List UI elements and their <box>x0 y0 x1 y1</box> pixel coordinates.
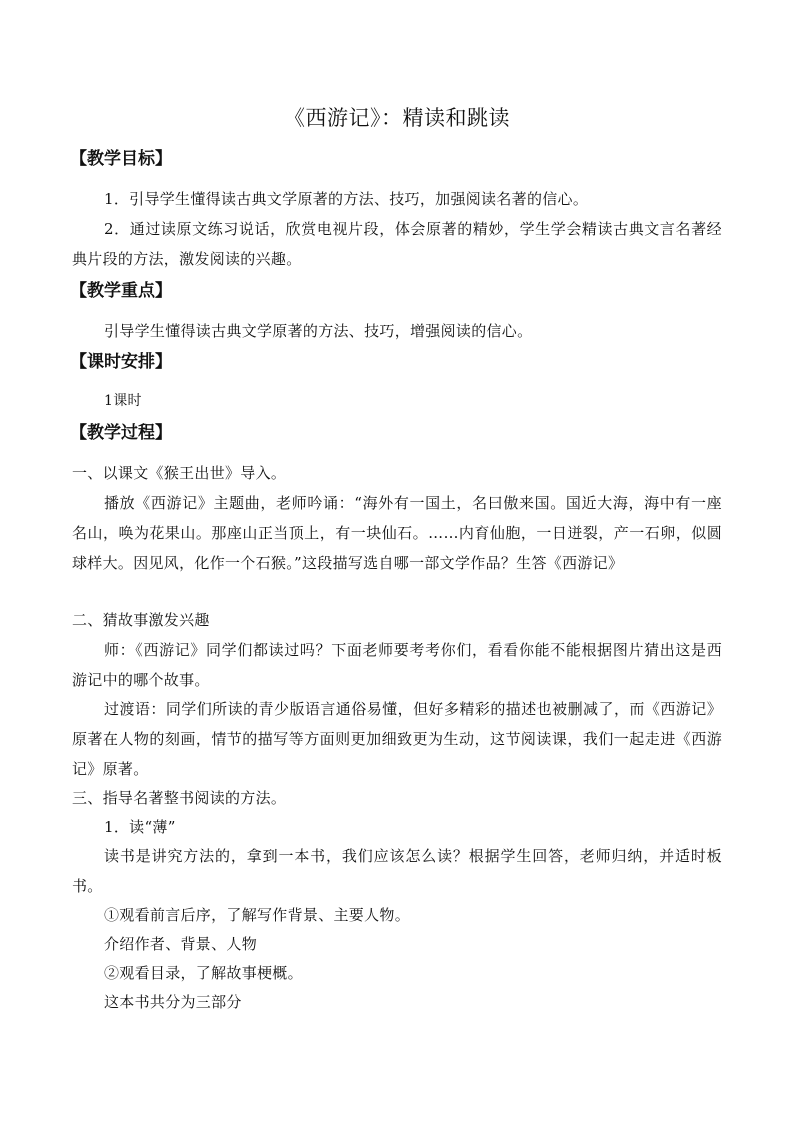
focus-text: 引导学生懂得读古典文学原著的方法、技巧，增强阅读的信心。 <box>104 322 533 340</box>
list-item-2-note: 这本书共分为三部分 <box>104 993 242 1011</box>
objectives-heading: 【教学目标】 <box>70 149 172 169</box>
objective-1: 1．引导学生懂得读古典文学原著的方法、技巧，加强阅读名著的信心。 <box>104 190 589 208</box>
process-heading: 【教学过程】 <box>70 423 172 443</box>
step-1-heading: 一、以课文《猴王出世》导入。 <box>72 464 287 482</box>
step-2-text: 师：《西游记》同学们都读过吗？下面老师要考考你们，看看你能不能根据图片猜出这是西游记中的哪个故事。 <box>72 641 722 689</box>
step-2-heading: 二、猜故事激发兴趣 <box>72 611 210 629</box>
schedule-heading: 【课时安排】 <box>70 352 172 372</box>
focus-heading: 【教学重点】 <box>70 281 172 301</box>
step-3-heading: 三、指导名著整书阅读的方法。 <box>72 789 287 807</box>
schedule-text: 1课时 <box>104 393 142 409</box>
sub-step-1: 1．读“薄” <box>104 818 176 836</box>
page-title: 《西游记》：精读和跳读 <box>284 106 510 130</box>
list-item-1-note: 介绍作者、背景、人物 <box>104 935 258 953</box>
objective-2: 2．通过读原文练习说话，欣赏电视片段，体会原著的精妙，学生学会精读古典文言名著经典片段的方法，激发阅读的兴趣。 <box>72 220 722 268</box>
sub-step-1-text: 读书是讲究方法的，拿到一本书，我们应该怎么读？根据学生回答，老师归纳，并适时板书。 <box>72 847 722 895</box>
list-item-1: ①观看前言后序，了解写作背景、主要人物。 <box>104 906 411 924</box>
step-1-text: 播放《西游记》主题曲，老师吟诵：“海外有一国土，名曰傲来国。国近大海，海中有一座名山，唤为花果山。那座山正当顶上，有一块仙石。……内育仙胞，一日迸裂，产一石卵，似圆球样大。因见风，化作一个石猴。”这段描写选自哪一部文学作品？生答《西游记》 <box>72 494 722 572</box>
list-item-2: ②观看目录，了解故事梗概。 <box>104 964 303 982</box>
transition-text: 过渡语：同学们所读的青少版语言通俗易懂，但好多精彩的描述也被删减了，而《西游记》原著在人物的刻画，情节的描写等方面则更加细致更为生动，这节阅读课，我们一起走进《西游记》原著。 <box>72 700 722 778</box>
